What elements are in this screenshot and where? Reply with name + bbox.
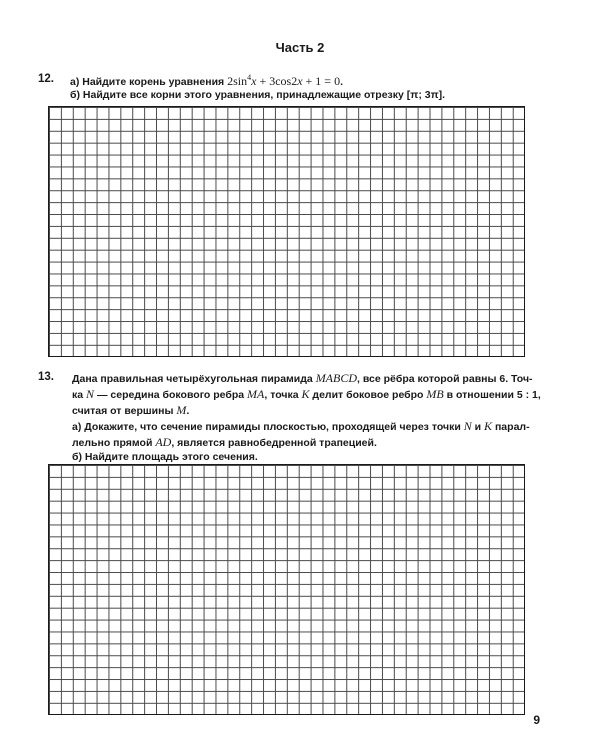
problem-12-part-b: б) Найдите все корни этого уравнения, принадлежащие отрезку [π; 3π]. bbox=[70, 89, 446, 101]
page-number: 9 bbox=[533, 713, 540, 727]
answer-grid-12[interactable] bbox=[48, 106, 525, 357]
problem-13-line-3: считая от вершины M. bbox=[72, 403, 190, 417]
answer-grid-13[interactable] bbox=[48, 464, 525, 715]
problem-13-line-2: ка N — середина бокового ребра MA, точка K делит боковое ребро MB в отношении 5 : 1, bbox=[72, 387, 541, 401]
problem-12-a-prefix: а) Найдите корень уравнения bbox=[70, 76, 225, 88]
problem-13-part-a: а) Докажите, что сечение пирамиды плоскостью, проходящей через точки N и K парал- bbox=[72, 419, 530, 433]
problem-13-part-b: б) Найдите площадь этого сечения. bbox=[72, 451, 258, 463]
problem-13-line-1: Дана правильная четырёхугольная пирамида MABCD, все рёбра которой равны 6. Точ- bbox=[72, 371, 533, 385]
problem-12-equation: $2\sin^4x + 3\cos 2x + 1 = 0$ bbox=[227, 73, 341, 88]
part-title: Часть 2 bbox=[275, 40, 325, 55]
problem-12-part-a: а) Найдите корень уравнения $2\sin^4x + 3\cos 2x + 1 = 0$. bbox=[70, 73, 343, 88]
problem-12-number: 12. bbox=[38, 73, 54, 85]
problem-13-line-5: лельно прямой AD, является равнобедренной трапецией. bbox=[72, 435, 377, 449]
problem-13-number: 13. bbox=[38, 371, 54, 383]
